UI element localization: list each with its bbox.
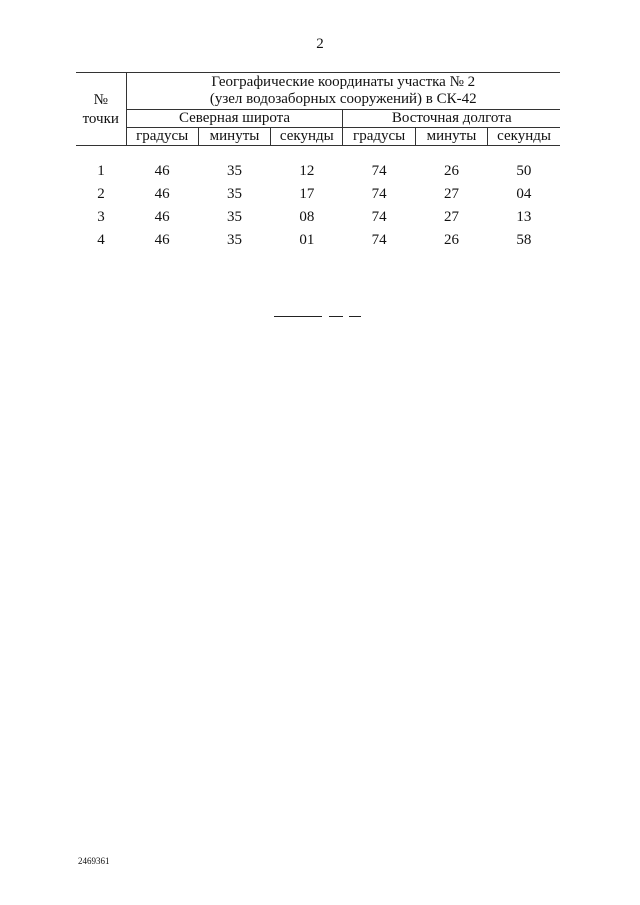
number-sign-label: №	[93, 92, 108, 108]
table-cell: 74	[371, 232, 387, 248]
table-cell: 04	[516, 186, 532, 202]
point-number-cell: 4	[97, 232, 105, 248]
point-number-header	[76, 73, 126, 146]
table-title-line2: (узел водозаборных сооружений) в СК-42	[209, 91, 477, 107]
table-cell: 08	[299, 209, 315, 225]
unit-header: градусы	[126, 128, 198, 146]
north-latitude-header: Северная широта	[126, 110, 343, 128]
end-rule	[349, 316, 361, 317]
table-cell: 26	[443, 232, 459, 248]
end-rule	[274, 316, 322, 317]
page-number: 2	[316, 36, 324, 52]
table-cell: 12	[299, 163, 315, 179]
unit-header: градусы	[343, 128, 415, 146]
table-row	[76, 206, 560, 229]
end-rule	[329, 316, 343, 317]
table-cell: 01	[299, 232, 315, 248]
table-title-line1: Географические координаты участка № 2	[211, 74, 476, 90]
table-cell: 46	[154, 209, 170, 225]
table-row	[76, 160, 560, 183]
table-cell: 46	[154, 232, 170, 248]
table-cell: 35	[226, 209, 242, 225]
table-cell: 74	[371, 186, 387, 202]
table-cell: 26	[443, 163, 459, 179]
unit-header: секунды	[488, 128, 560, 146]
table-row	[76, 229, 560, 252]
coordinates-table	[76, 72, 560, 252]
table-cell: 35	[226, 232, 242, 248]
point-label: точки	[82, 111, 119, 127]
table-cell: 35	[226, 186, 242, 202]
table-title	[126, 73, 560, 110]
table-cell: 74	[371, 163, 387, 179]
document-id: 2469361	[78, 856, 110, 866]
unit-header: секунды	[271, 128, 343, 146]
unit-header: минуты	[415, 128, 487, 146]
table-cell: 50	[516, 163, 532, 179]
table-cell: 27	[443, 209, 459, 225]
table-cell: 74	[371, 209, 387, 225]
table-cell: 27	[443, 186, 459, 202]
table-cell: 46	[154, 163, 170, 179]
table-cell: 46	[154, 186, 170, 202]
point-number-cell: 3	[97, 209, 105, 225]
table-cell: 35	[226, 163, 242, 179]
table-cell: 13	[516, 209, 532, 225]
table-cell: 58	[516, 232, 532, 248]
table-cell: 17	[299, 186, 315, 202]
east-longitude-header: Восточная долгота	[343, 110, 560, 128]
point-number-cell: 1	[97, 163, 105, 179]
unit-header: минуты	[198, 128, 270, 146]
table-row	[76, 183, 560, 206]
point-number-cell: 2	[97, 186, 105, 202]
